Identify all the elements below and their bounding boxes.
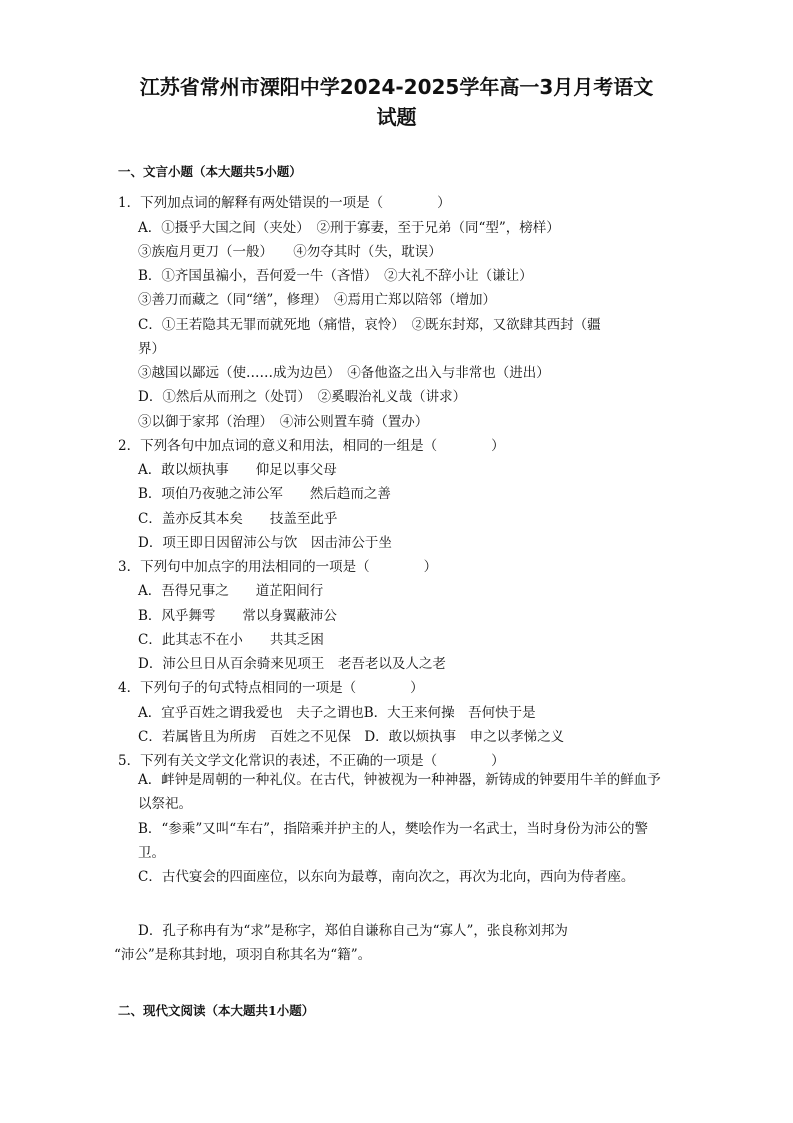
section-heading-modern: 二、现代文阅读（本大题共1小题） bbox=[118, 1003, 315, 1018]
q3-option-c: C．此其志不在小 共其乏困 bbox=[138, 632, 324, 648]
question-5-stem: 5．下列有关文学文化常识的表述，不正确的一项是（ ） bbox=[118, 753, 505, 769]
q1-option-b-cont: ③善刀而藏之（同“缮”，修理） ④焉用亡郑以陪邻（增加） bbox=[138, 292, 497, 308]
q5-option-d-cont: “沛公”是称其封地，项羽自称其名为“籍”。 bbox=[114, 947, 372, 963]
q5-option-d: D．孔子称冉有为“求”是称字，郑伯自谦称自己为“寡人”，张良称刘邦为 bbox=[138, 923, 568, 939]
q1-option-b: B．①齐国虽褊小，吾何爱一牛（吝惜） ②大礼不辞小让（谦让） bbox=[138, 268, 533, 284]
q1-option-d: D．①然后从而刑之（处罚） ②奚暇治礼义哉（讲求） bbox=[138, 389, 467, 405]
q5-option-c: C．古代宴会的四面座位，以东向为最尊，南向次之，再次为北向，西向为侍者座。 bbox=[138, 869, 635, 885]
q3-option-d: D．沛公旦日从百余骑来见项王 老吾老以及人之老 bbox=[138, 656, 446, 672]
q1-option-a: A．①摄乎大国之间（夹处） ②刑于寡妻，至于兄弟（同“型”，榜样） bbox=[138, 220, 560, 236]
q2-option-a: A．敢以烦执事 仰足以事父母 bbox=[138, 462, 337, 478]
question-4-stem: 4．下列句子的句式特点相同的一项是（ ） bbox=[118, 680, 424, 696]
question-1-stem: 1．下列加点词的解释有两处错误的一项是（ ） bbox=[118, 195, 451, 211]
doc-title-line2: 试题 bbox=[376, 105, 417, 129]
q3-option-b: B．风乎舞雩 常以身翼蔽沛公 bbox=[138, 608, 337, 624]
q1-option-c: C．①王若隐其无罪而就死地（痛惜，哀怜） ②既东封郑，又欲肆其西封（疆 bbox=[138, 317, 601, 333]
q5-option-a: A．衅钟是周朝的一种礼仪。在古代，钟被视为一种神器，新铸成的钟要用牛羊的鲜血予以祭祀。 bbox=[138, 772, 661, 813]
q1-option-a-cont: ③族庖月更刀（一般） ④勿夺其时（失，耽误） bbox=[138, 244, 442, 260]
doc-title-line1: 江苏省常州市溧阳中学2024-2025学年高一3月月考语文 bbox=[139, 75, 654, 99]
q2-option-c: C．盖亦反其本矣 技盖至此乎 bbox=[138, 511, 338, 527]
q3-option-a: A．吾得兄事之 道芷阳间行 bbox=[138, 583, 324, 599]
question-3-stem: 3．下列句中加点字的用法相同的一项是（ ） bbox=[118, 559, 438, 575]
q5-option-b: B．“参乘”又叫“车右”，指陪乘并护主的人，樊哙作为一名武士，当时身份为沛公的警卫。 bbox=[138, 821, 649, 862]
q1-option-c-wrap: 界） bbox=[138, 341, 165, 357]
q2-option-b: B．项伯乃夜驰之沛公军 然后趋而之善 bbox=[138, 486, 391, 502]
q1-option-c-cont: ③越国以鄙远（使……成为边邑） ④备他盗之出入与非常也（进出） bbox=[138, 365, 550, 381]
q4-options-ab: A．宜乎百姓之谓我爱也 夫子之谓也B．大王来何操 吾何快于是 bbox=[138, 705, 536, 721]
q4-options-cd: C．若属皆且为所虏 百姓之不见保 D．敢以烦执事 申之以孝悌之义 bbox=[138, 729, 565, 745]
q1-option-d-cont: ③以御于家邦（治理） ④沛公则置车骑（置办） bbox=[138, 414, 429, 430]
q2-option-d: D．项王即日因留沛公与饮 因击沛公于坐 bbox=[138, 535, 392, 551]
section-heading-classical: 一、文言小题（本大题共5小题） bbox=[118, 164, 302, 179]
question-2-stem: 2．下列各句中加点词的意义和用法，相同的一组是（ ） bbox=[118, 438, 505, 454]
